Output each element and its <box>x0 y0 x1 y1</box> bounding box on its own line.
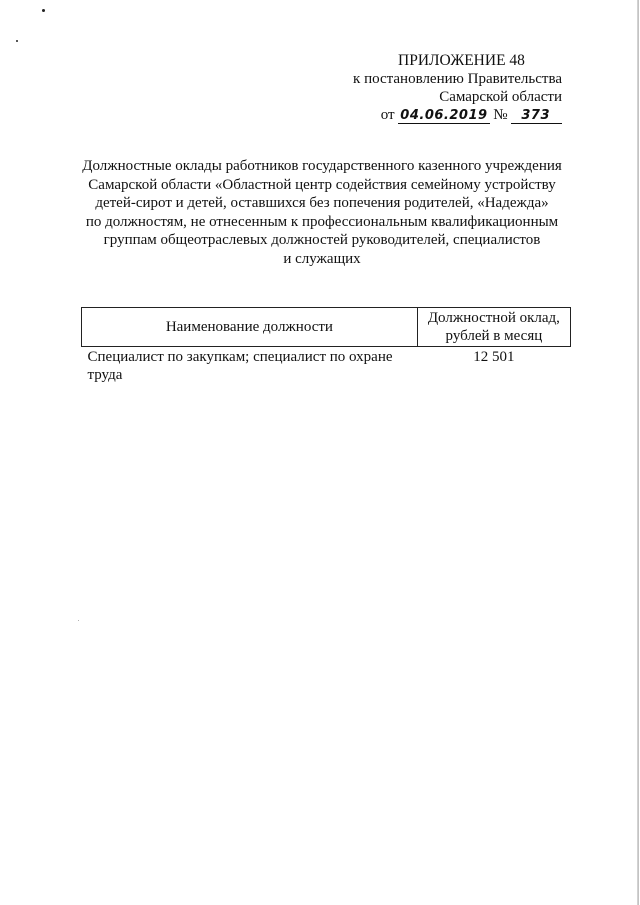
number-label: № <box>493 107 508 123</box>
table-row <box>82 347 571 385</box>
column-header-position: Наименование должности <box>82 308 418 347</box>
salary-header-line: рублей в месяц <box>445 328 543 344</box>
appendix-date-line <box>330 106 562 125</box>
scan-speck <box>78 620 79 621</box>
appendix-region-line: Самарской области <box>439 89 562 105</box>
document-heading <box>72 157 572 268</box>
scan-speck <box>42 9 45 12</box>
heading-line: и служащих <box>283 250 361 267</box>
heading-line: группам общеотраслевых должностей руководителей, специалистов <box>103 232 541 248</box>
heading-line: Должностные оклады работников государственного казенного учреждения <box>82 158 562 174</box>
scan-speck <box>16 40 18 42</box>
salary-cell: 12 501 <box>473 349 515 365</box>
heading-line: Самарской области «Областной центр содействия семейному устройству <box>88 176 556 193</box>
appendix-decree-line: к постановлению Правительства <box>353 71 562 87</box>
from-label: от <box>380 107 395 123</box>
handwritten-number: 373 <box>511 108 562 124</box>
appendix-title: ПРИЛОЖЕНИЕ 48 <box>398 52 525 69</box>
heading-line: детей-сирот и детей, оставшихся без попечения родителей, «Надежда» <box>95 195 549 211</box>
scan-edge <box>637 0 639 905</box>
handwritten-date: 04.06.2019 <box>400 108 488 123</box>
table-header-row <box>82 308 571 347</box>
column-header-salary <box>417 308 570 347</box>
position-cell: Специалист по закупкам; специалист по охране труда <box>87 349 393 383</box>
heading-line: по должностям, не отнесенным к профессиональным квалификационным <box>85 213 559 230</box>
salary-table <box>81 307 571 384</box>
salary-header-line: Должностной оклад, <box>427 310 560 326</box>
appendix-block <box>330 52 562 125</box>
